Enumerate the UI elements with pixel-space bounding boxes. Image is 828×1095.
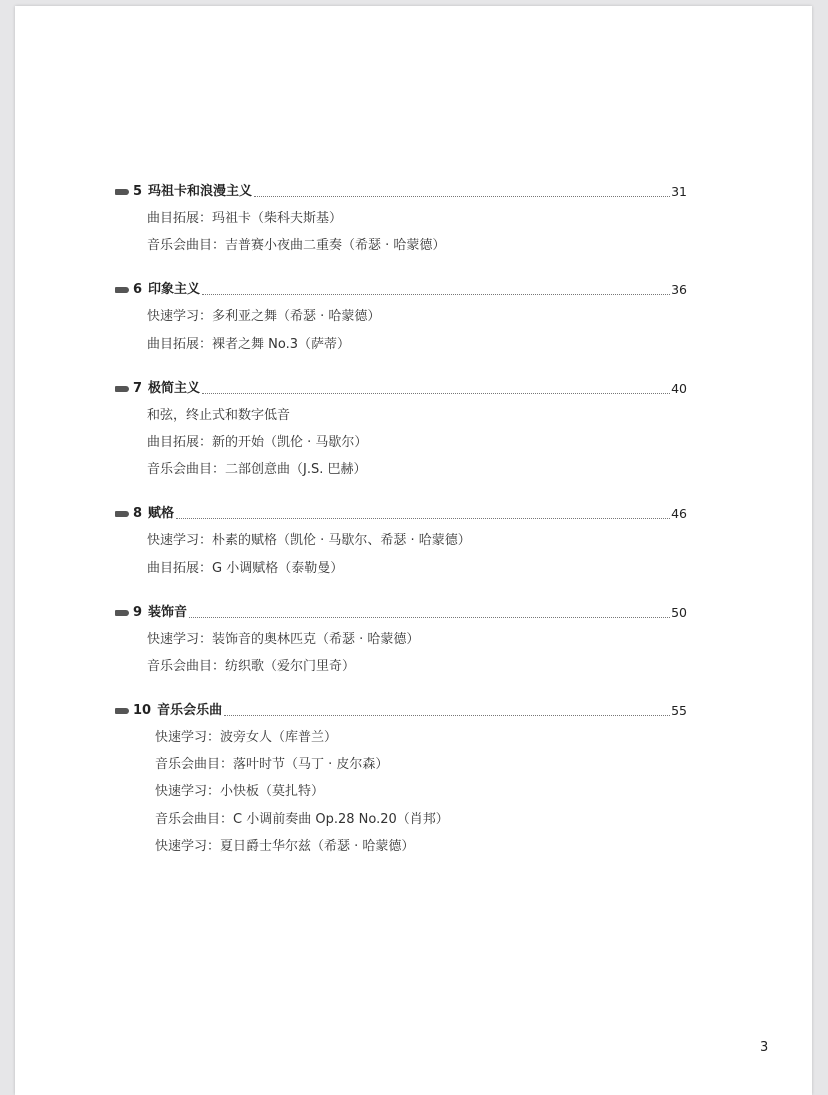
chapter-number: 5 bbox=[133, 184, 143, 199]
bar-marker-icon bbox=[115, 511, 129, 517]
toc-item[interactable]: 曲目拓展：玛祖卡（柴科夫斯基） bbox=[147, 211, 343, 226]
chapter-title: 音乐会乐曲 bbox=[157, 703, 223, 719]
toc-item[interactable]: 快速学习：波旁女人（库普兰） bbox=[155, 730, 338, 746]
chapter-number: 6 bbox=[133, 282, 143, 298]
toc-item[interactable]: 曲目拓展：G 小调赋格（泰勒曼） bbox=[147, 560, 344, 576]
chapter-number: 10 bbox=[133, 703, 152, 719]
bar-marker-icon bbox=[115, 386, 129, 392]
chapter-items bbox=[115, 303, 687, 357]
bar-marker-icon bbox=[115, 189, 129, 195]
bar-marker-icon bbox=[115, 610, 129, 616]
bar-marker-icon bbox=[115, 708, 129, 714]
toc-chapter bbox=[115, 379, 687, 484]
toc-item[interactable]: 音乐会曲目：二部创意曲（J.S. 巴赫） bbox=[147, 462, 367, 478]
toc-chapter bbox=[115, 182, 687, 259]
toc-item[interactable]: 曲目拓展：新的开始（凯伦 · 马歇尔） bbox=[147, 434, 368, 450]
toc-item[interactable]: 曲目拓展：裸者之舞 No.3（萨蒂） bbox=[147, 336, 350, 352]
chapter-title: 玛祖卡和浪漫主义 bbox=[148, 184, 253, 199]
toc-chapter-heading[interactable] bbox=[115, 701, 687, 720]
chapter-number: 7 bbox=[133, 380, 143, 396]
toc-chapter-heading[interactable] bbox=[115, 603, 687, 622]
dot-leader bbox=[202, 293, 670, 295]
toc-chapter bbox=[115, 701, 687, 860]
toc-chapter bbox=[115, 504, 687, 581]
toc-chapter-heading[interactable] bbox=[115, 280, 687, 299]
toc-item[interactable]: 快速学习：多利亚之舞（希瑟 · 哈蒙德） bbox=[147, 309, 381, 325]
dot-leader bbox=[224, 714, 670, 716]
chapter-title: 赋格 bbox=[148, 506, 175, 522]
page-number: 3 bbox=[760, 1040, 769, 1055]
toc-item[interactable]: 音乐会曲目：落叶时节（马丁 · 皮尔森） bbox=[155, 757, 389, 773]
table-of-contents bbox=[115, 182, 687, 881]
chapter-items bbox=[115, 626, 687, 680]
toc-chapter-heading[interactable] bbox=[115, 379, 687, 398]
toc-item[interactable]: 音乐会曲目：纺织歌（爱尔门里奇） bbox=[147, 658, 356, 674]
dot-leader bbox=[176, 517, 670, 519]
dot-leader bbox=[202, 392, 670, 394]
dot-leader bbox=[189, 616, 670, 618]
toc-item[interactable]: 快速学习：小快板（莫扎特） bbox=[155, 784, 325, 800]
chapter-page-number: 40 bbox=[671, 380, 687, 396]
chapter-page-number: 31 bbox=[671, 184, 687, 199]
document-page bbox=[15, 6, 812, 1095]
chapter-items bbox=[115, 527, 687, 581]
toc-chapter-heading[interactable] bbox=[115, 504, 687, 523]
chapter-title: 印象主义 bbox=[148, 282, 201, 298]
toc-chapter bbox=[115, 603, 687, 680]
toc-item[interactable]: 音乐会曲目：C 小调前奏曲 Op.28 No.20（肖邦） bbox=[155, 811, 449, 827]
toc-item[interactable]: 快速学习：装饰音的奥林匹克（希瑟 · 哈蒙德） bbox=[147, 631, 420, 647]
dot-leader bbox=[254, 195, 670, 197]
chapter-title: 装饰音 bbox=[148, 604, 188, 620]
chapter-page-number: 50 bbox=[671, 604, 687, 620]
toc-chapter bbox=[115, 280, 687, 357]
chapter-page-number: 36 bbox=[671, 282, 687, 298]
toc-item[interactable]: 快速学习：朴素的赋格（凯伦 · 马歇尔、希瑟 · 哈蒙德） bbox=[147, 533, 471, 549]
chapter-items bbox=[115, 724, 687, 860]
chapter-title: 极简主义 bbox=[148, 380, 201, 396]
chapter-items bbox=[115, 205, 687, 259]
toc-item[interactable]: 和弦，终止式和数字低音 bbox=[147, 407, 291, 423]
chapter-number: 8 bbox=[133, 506, 143, 522]
chapter-number: 9 bbox=[133, 604, 143, 620]
chapter-items bbox=[115, 402, 687, 484]
chapter-page-number: 55 bbox=[671, 703, 687, 719]
bar-marker-icon bbox=[115, 287, 129, 293]
toc-item[interactable]: 音乐会曲目：吉普赛小夜曲二重奏（希瑟 · 哈蒙德） bbox=[147, 238, 446, 254]
toc-item[interactable]: 快速学习：夏日爵士华尔兹（希瑟 · 哈蒙德） bbox=[155, 838, 415, 854]
chapter-page-number: 46 bbox=[671, 506, 687, 522]
toc-chapter-heading[interactable] bbox=[115, 182, 687, 201]
